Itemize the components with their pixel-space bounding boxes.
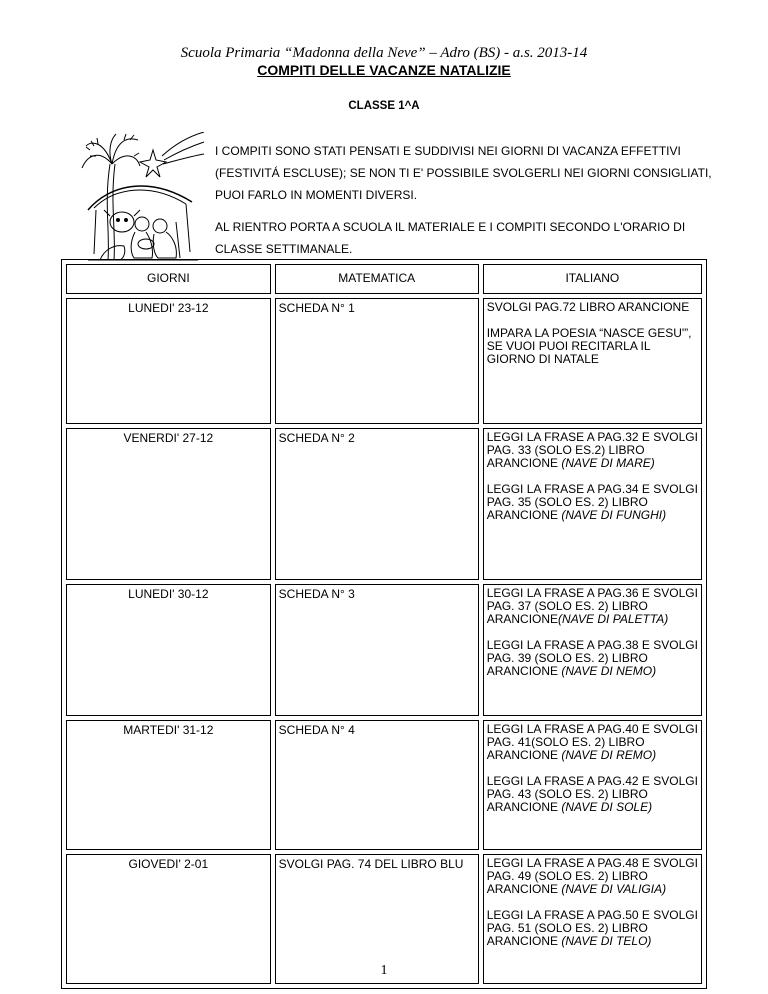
italian-task-text: IMPARA LA POESIA “NASCE GESU'”, SE VUOI PUOI RECITARLA IL GIORNO DI NATALE: [486, 326, 692, 366]
italian-task: [487, 301, 698, 314]
day-cell: GIOVEDI' 2-01: [66, 854, 271, 984]
intro-text: [215, 140, 715, 270]
italian-task-text: LEGGI LA FRASE A PAG.38 E SVOLGI PAG. 39 (SOLO ES. 2) LIBRO ARANCIONE: [486, 638, 698, 678]
day-cell: LUNEDI' 30-12: [66, 584, 271, 716]
class-label: CLASSE 1^A: [348, 100, 420, 112]
italian-cell: [483, 584, 702, 716]
italian-task: [487, 639, 698, 678]
italian-task: [487, 431, 698, 470]
table-row: [66, 428, 702, 580]
table-header-row: [66, 264, 702, 294]
math-cell: SCHEDA N° 2: [275, 428, 479, 580]
italian-cell: [483, 428, 702, 580]
italian-task-note: (NAVE DI FUNGHI): [561, 508, 667, 522]
italian-task-text: LEGGI LA FRASE A PAG.36 E SVOLGI PAG. 37 (SOLO ES. 2) LIBRO ARANCIONE: [486, 586, 698, 626]
document-title: [0, 62, 768, 78]
day-cell: VENERDI' 27-12: [66, 428, 271, 580]
italian-task-note: (NAVE DI PALETTA): [558, 612, 669, 626]
page-number: 1: [380, 963, 388, 978]
italian-task: [487, 327, 698, 366]
italian-task-note: (NAVE DI VALIGIA): [561, 882, 667, 896]
italian-task-note: (NAVE DI REMO): [561, 748, 657, 762]
italian-task-note: (NAVE DI SOLE): [561, 800, 653, 814]
math-cell: SCHEDA N° 1: [275, 298, 479, 424]
italian-task-note: (NAVE DI NEMO): [561, 664, 657, 678]
day-cell: MARTEDI' 31-12: [66, 720, 271, 850]
italian-task: [487, 857, 698, 896]
italian-task-text: LEGGI LA FRASE A PAG.34 E SVOLGI PAG. 35 (SOLO ES. 2) LIBRO ARANCIONE: [486, 482, 698, 522]
nativity-illustration: [80, 132, 205, 262]
italian-task: [487, 483, 698, 522]
italian-task: [487, 909, 698, 948]
italian-task-text: LEGGI LA FRASE A PAG.40 E SVOLGI PAG. 41(SOLO ES. 2) LIBRO ARANCIONE: [486, 722, 698, 762]
table-row: [66, 720, 702, 850]
math-cell: SCHEDA N° 3: [275, 584, 479, 716]
intro-paragraph-2: AL RIENTRO PORTA A SCUOLA IL MATERIALE E I COMPITI SECONDO L'ORARIO DI CLASSE SETTIMANALE.: [215, 220, 686, 256]
italian-task: [487, 723, 698, 762]
header-giorni: GIORNI: [66, 264, 271, 294]
italian-task-text: SVOLGI PAG.72 LIBRO ARANCIONE: [486, 300, 690, 314]
math-cell: SCHEDA N° 4: [275, 720, 479, 850]
italian-cell: [483, 298, 702, 424]
homework-table: [61, 259, 707, 989]
math-cell: SVOLGI PAG. 74 DEL LIBRO BLU: [275, 854, 479, 984]
italian-task-text: LEGGI LA FRASE A PAG.32 E SVOLGI PAG. 33 (SOLO ES.2) LIBRO ARANCIONE: [486, 430, 698, 470]
table-row: [66, 584, 702, 716]
italian-task-text: LEGGI LA FRASE A PAG.42 E SVOLGI PAG. 43 (SOLO ES. 2) LIBRO ARANCIONE: [486, 774, 698, 814]
document-title-text: COMPITI DELLE VACANZE NATALIZIE: [257, 62, 511, 78]
italian-task-text: LEGGI LA FRASE A PAG.50 E SVOLGI PAG. 51 (SOLO ES. 2) LIBRO ARANCIONE: [486, 908, 698, 948]
italian-task: [487, 775, 698, 814]
school-header: Scuola Primaria “Madonna della Neve” – Adro (BS) - a.s. 2013-14: [180, 45, 588, 61]
header-italiano: ITALIANO: [483, 264, 702, 294]
table-row: [66, 298, 702, 424]
italian-task: [487, 587, 698, 626]
italian-task-text: LEGGI LA FRASE A PAG.48 E SVOLGI PAG. 49 (SOLO ES. 2) LIBRO ARANCIONE: [486, 856, 698, 896]
day-cell: LUNEDI' 23-12: [66, 298, 271, 424]
header-matematica: MATEMATICA: [275, 264, 479, 294]
italian-cell: [483, 720, 702, 850]
italian-task-note: (NAVE DI TELO): [561, 934, 652, 948]
intro-paragraph-1: I COMPITI SONO STATI PENSATI E SUDDIVISI NEI GIORNI DI VACANZA EFFETTIVI (FESTIVITÁ ESCLUSE); SE NON TI E' POSSIBILE SVOLGERLI NEI GIORNI CONSIGLIATI, PUOI FARLO IN MOMENTI DIVERSI.: [215, 144, 712, 202]
italian-task-note: (NAVE DI MARE): [561, 456, 655, 470]
